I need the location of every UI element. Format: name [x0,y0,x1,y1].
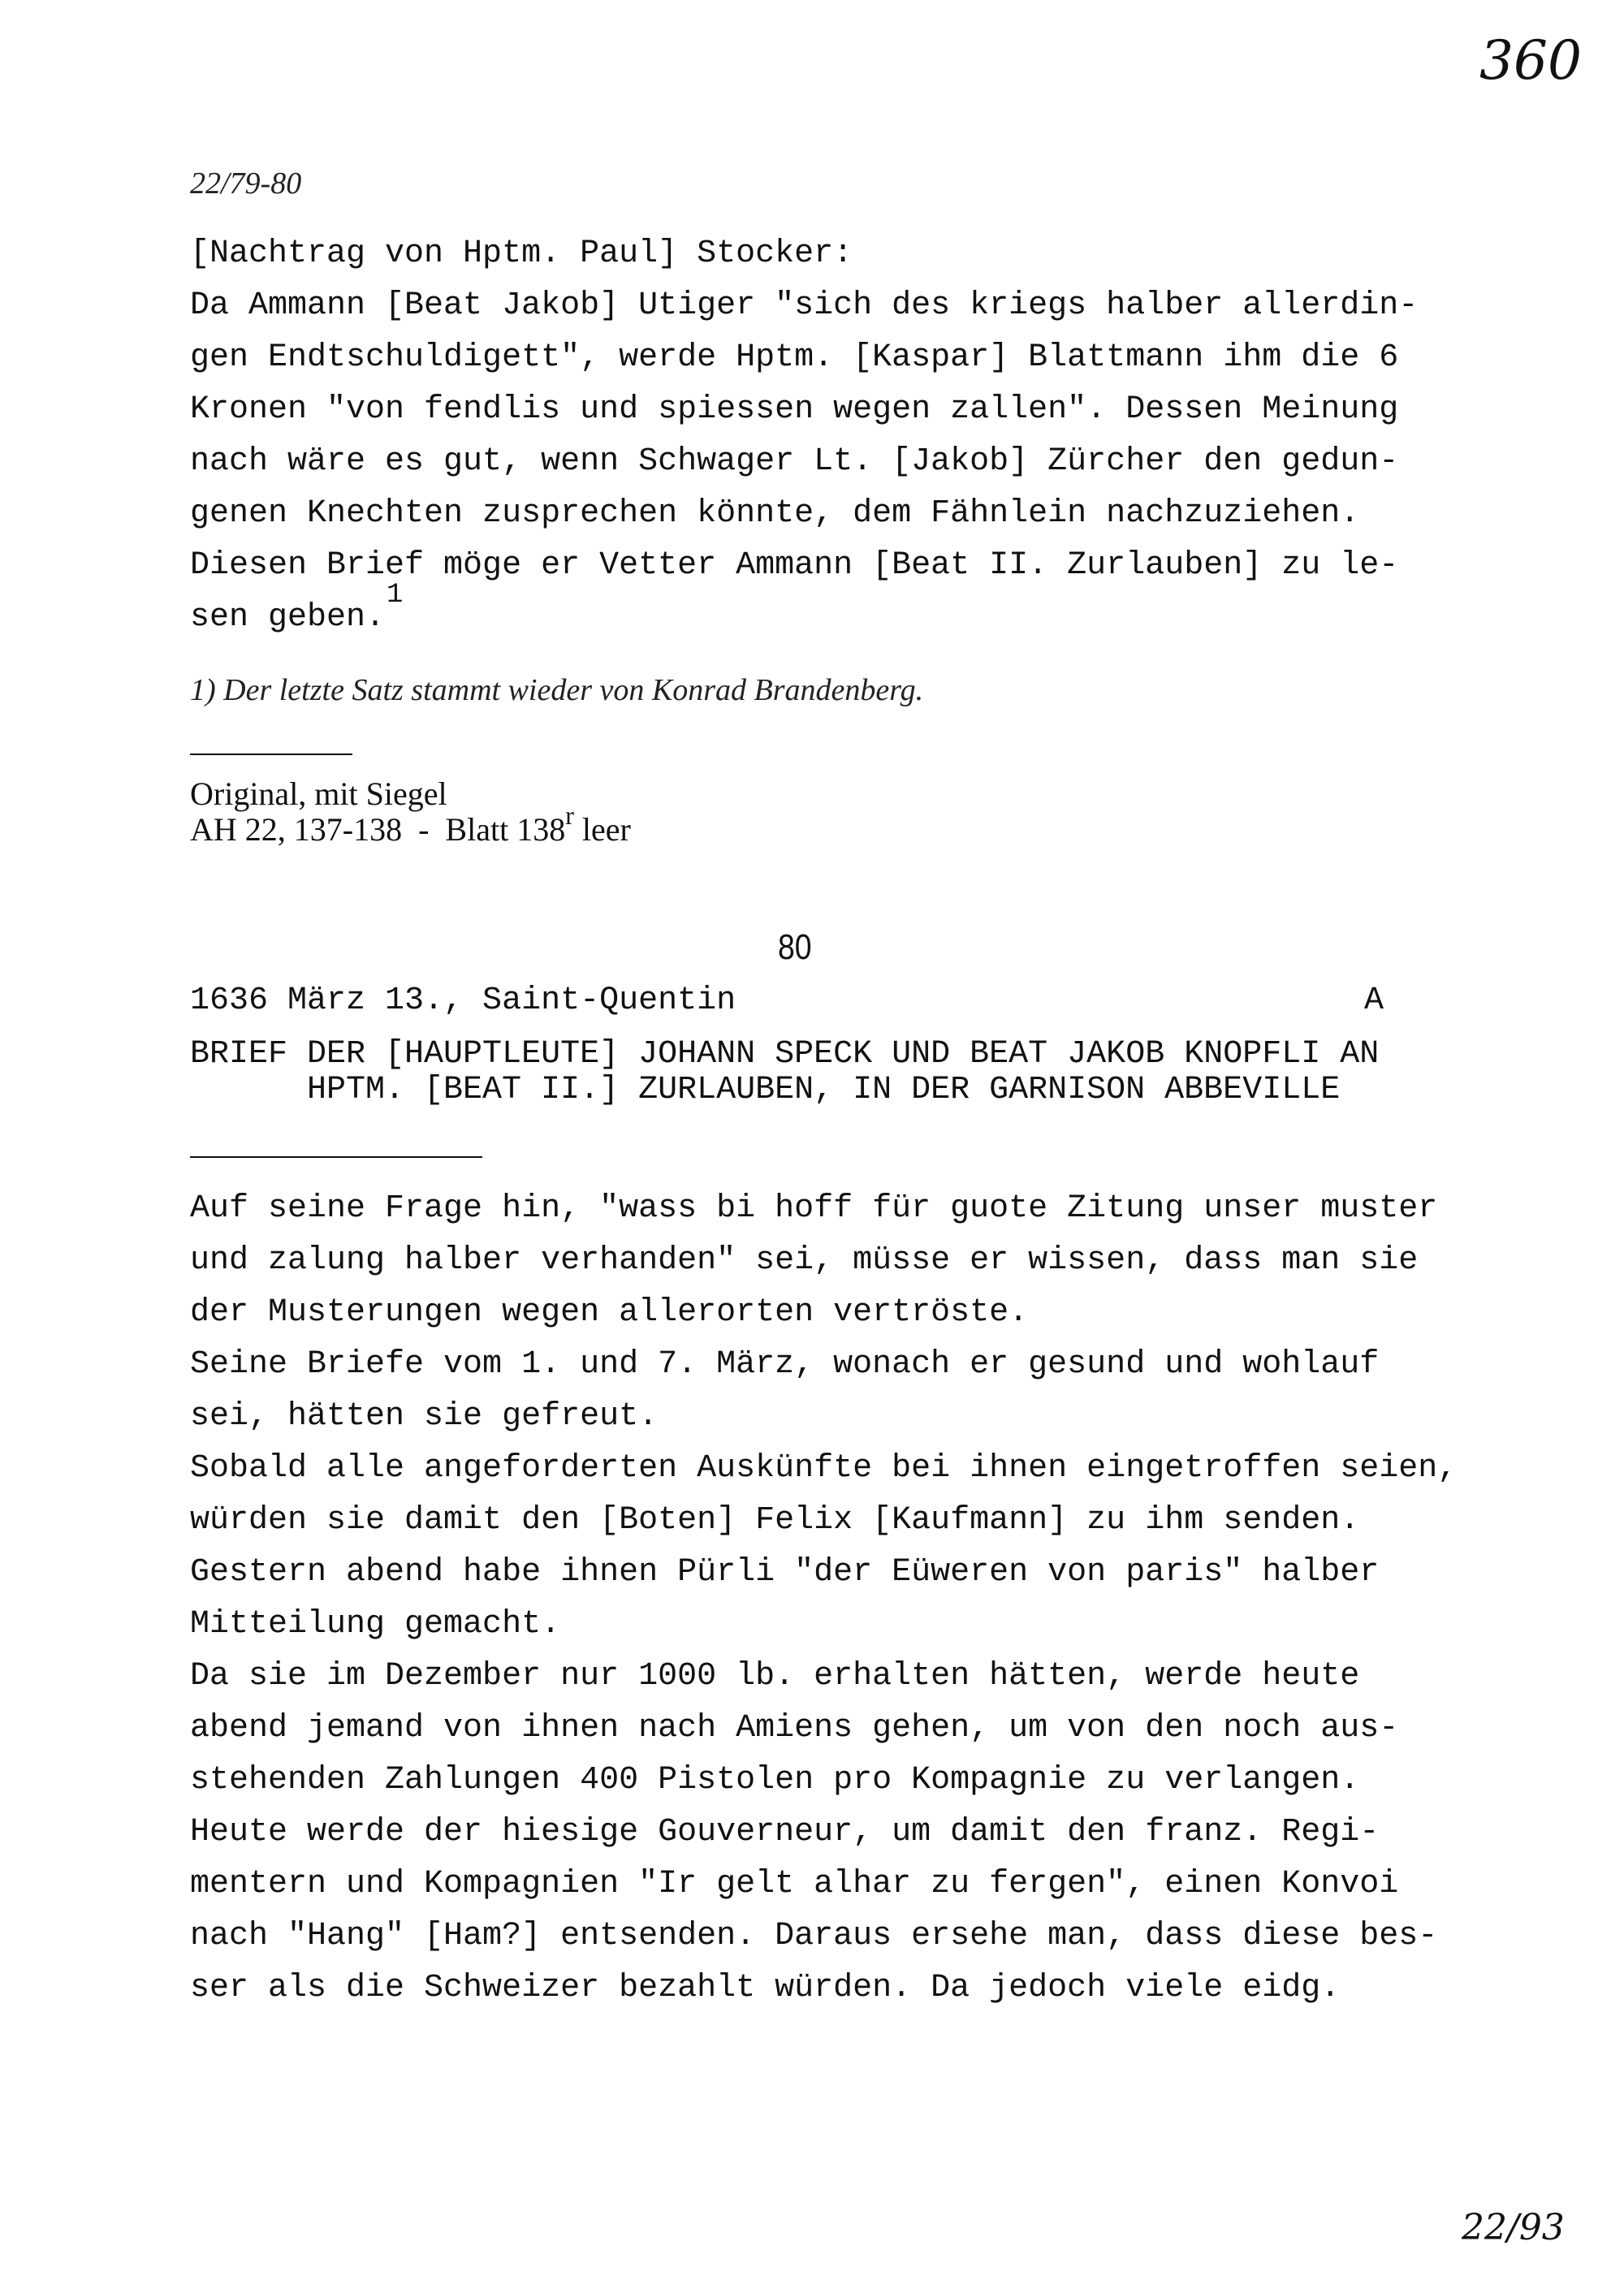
text-line: Diesen Brief möge er Vetter Ammann [Beat II. Zurlauben] zu le- [190,547,1399,584]
letter-title-line-2: HPTM. [BEAT II.] ZURLAUBEN, IN DER GARNISON ABBEVILLE [307,1072,1341,1108]
text-line: Heute werde der hiesige Gouverneur, um damit den franz. Regi- [190,1814,1380,1850]
text-line: Sobald alle angeforderten Auskünfte bei ihnen eingetroffen seien, [190,1450,1458,1487]
handwritten-bottom-mark: 22/93 [1462,2207,1565,2248]
separator-rule [190,754,352,755]
text-line: der Musterungen wegen allerorten vertröste. [190,1294,1029,1331]
text-line: genen Knechten zusprechen könnte, dem Fähnlein nachzuziehen. [190,495,1360,532]
footnote: 1) Der letzte Satz stammt wieder von Konrad Brandenberg. [190,673,924,707]
source-archive-text: AH 22, 137-138 - Blatt 138 [190,811,566,848]
source-original: Original, mit Siegel [190,775,447,812]
text-line: Da Ammann [Beat Jakob] Utiger "sich des kriegs halber allerdin- [190,287,1419,324]
letter-date-place: 1636 März 13., Saint-Quentin [190,982,736,1019]
letter-title-line-1: BRIEF DER [HAUPTLEUTE] JOHANN SPECK UND BEAT JAKOB KNOPFLI AN [190,1036,1380,1073]
text-line: Mitteilung gemacht. [190,1606,561,1643]
text-line: Gestern abend habe ihnen Pürli "der Eüweren von paris" halber [190,1554,1380,1591]
letter-number: 80 [778,927,812,967]
document-reference: 22/79-80 [190,166,302,201]
footnote-marker: 1 [387,580,404,611]
text-line: Da sie im Dezember nur 1000 lb. erhalten hätten, werde heute [190,1658,1360,1695]
source-archive [190,801,631,849]
text-line: mentern und Kompagnien "Ir gelt alhar zu fergen", einen Konvoi [190,1866,1399,1902]
text-line: Kronen "von fendlis und spiessen wegen zallen". Dessen Meinung [190,391,1399,428]
text-line: ser als die Schweizer bezahlt würden. Da jedoch viele eidg. [190,1970,1341,2006]
text-line: [Nachtrag von Hptm. Paul] Stocker: [190,235,853,272]
text-line: nach wäre es gut, wenn Schwager Lt. [Jakob] Zürcher den gedun- [190,443,1399,480]
title-rule [190,1156,482,1158]
handwritten-page-number: 360 [1479,29,1582,92]
text-line: Seine Briefe vom 1. und 7. März, wonach er gesund und wohlauf [190,1346,1380,1383]
text-line: stehenden Zahlungen 400 Pistolen pro Kompagnie zu verlangen. [190,1762,1360,1799]
text-line: sen geben. [190,599,386,636]
text-line: Auf seine Frage hin, "wass bi hoff für guote Zitung unser muster [190,1190,1438,1227]
text-line: abend jemand von ihnen nach Amiens gehen, um von den noch aus- [190,1710,1399,1747]
text-line: sei, hätten sie gefreut. [190,1398,659,1435]
text-line: würden sie damit den [Boten] Felix [Kaufmann] zu ihm senden. [190,1502,1360,1539]
text-line: gen Endtschuldigett", werde Hptm. [Kaspar] Blattmann ihm die 6 [190,339,1399,376]
text-line: und zalung halber verhanden" sei, müsse er wissen, dass man sie [190,1242,1419,1279]
source-archive-suffix: leer [573,811,631,848]
source-superscript: r [565,801,574,830]
text-line: nach "Hang" [Ham?] entsenden. Daraus ersehe man, dass diese bes- [190,1918,1438,1954]
letter-marker: A [1364,982,1384,1019]
